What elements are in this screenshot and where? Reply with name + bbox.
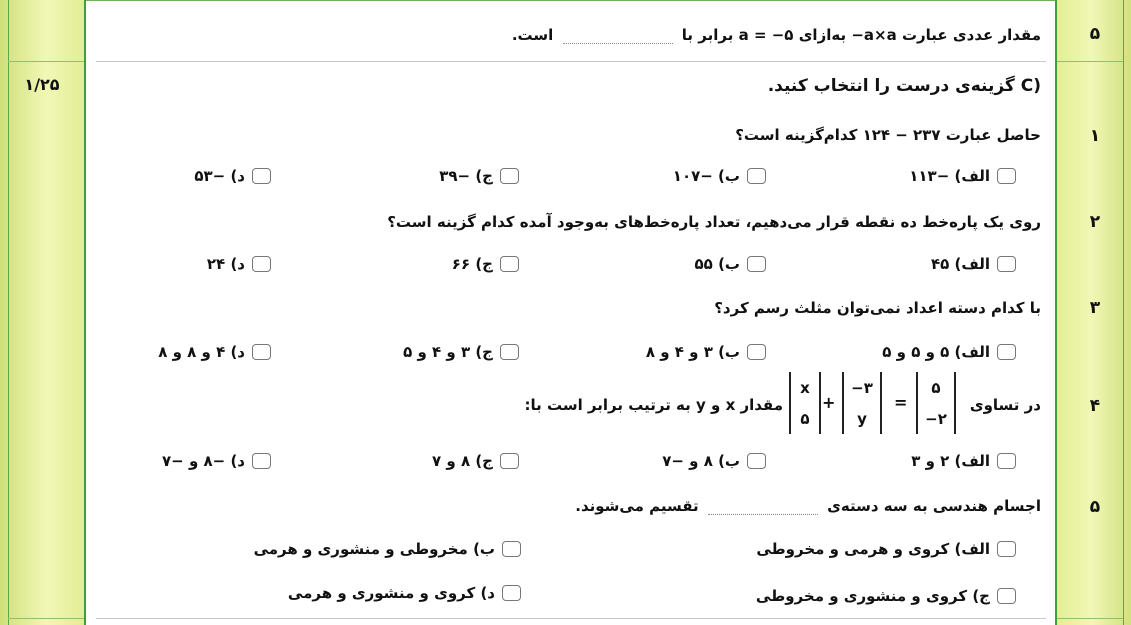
checkbox[interactable] — [997, 541, 1016, 557]
checkbox[interactable] — [997, 256, 1016, 272]
section-heading — [768, 76, 1041, 96]
option-label: د) −۵۳ — [194, 167, 245, 185]
checkbox[interactable] — [502, 541, 521, 557]
question-suffix: مقدار x و y به ترتیب برابر است با: — [524, 396, 783, 414]
top-rule — [86, 0, 1055, 1]
matrix-cell: y — [857, 409, 867, 428]
question-prefix: در تساوی — [969, 396, 1041, 414]
checkbox[interactable] — [252, 168, 271, 184]
bottom-rule — [96, 618, 1046, 619]
question-text-part: تقسیم می‌شوند. — [575, 497, 699, 515]
equals-sign: = — [894, 393, 908, 412]
option-b[interactable] — [673, 167, 766, 185]
option-a[interactable] — [882, 343, 1016, 361]
question-text-part: است. — [511, 26, 554, 44]
option-label: الف) −۱۱۳ — [909, 167, 990, 185]
question-text-part: مقدار عددی عبارت — [901, 26, 1041, 44]
option-label: ج) ۸ و ۷ — [432, 452, 493, 470]
option-c[interactable] — [452, 255, 519, 273]
matrix-cell: −۳ — [851, 378, 873, 397]
row-separator — [1057, 61, 1123, 62]
option-label: ب) ۸ و −۷ — [662, 452, 740, 470]
checkbox[interactable] — [500, 344, 519, 360]
section-title: گزینه‌ی درست را انتخاب کنید. — [767, 76, 1015, 96]
question-text — [575, 497, 1041, 515]
option-label: د) −۸ و −۷ — [162, 452, 245, 470]
checkbox[interactable] — [252, 344, 271, 360]
equation: a = −۵ — [738, 26, 794, 44]
option-label: ب) ۳ و ۴ و ۸ — [645, 343, 740, 361]
option-label: الف) ۴۵ — [930, 255, 990, 273]
option-label: ج) ۳ و ۴ و ۵ — [403, 343, 493, 361]
question-number: ۴ — [1089, 396, 1101, 416]
expression: −a×a — [851, 26, 897, 44]
option-d[interactable] — [288, 584, 521, 602]
option-label: ب) −۱۰۷ — [672, 167, 740, 185]
option-b[interactable] — [646, 343, 766, 361]
row-separator — [8, 618, 84, 619]
row-separator — [1057, 618, 1123, 619]
option-d[interactable] — [207, 255, 271, 273]
option-label: ج) ۶۶ — [451, 255, 493, 273]
option-c[interactable] — [439, 167, 519, 185]
option-label: الف) ۲ و ۳ — [911, 452, 990, 470]
checkbox[interactable] — [502, 585, 521, 601]
question-text-part: به‌ازای — [798, 26, 847, 44]
checkbox[interactable] — [500, 256, 519, 272]
option-c[interactable] — [432, 452, 519, 470]
option-a[interactable] — [909, 167, 1016, 185]
option-label: د) ۲۴ — [206, 255, 245, 273]
option-a[interactable] — [756, 540, 1016, 558]
question-text-part: برابر با — [681, 26, 734, 44]
option-label: الف) ۵ و ۵ و ۵ — [882, 343, 990, 361]
question-number: ۲ — [1089, 212, 1101, 232]
question-number: ۵ — [1089, 24, 1101, 44]
matrix-cell: x — [800, 378, 810, 397]
matrix-b — [842, 372, 882, 434]
checkbox[interactable] — [997, 344, 1016, 360]
option-label: ج) کروی و منشوری و مخروطی — [755, 587, 990, 605]
question-text: با کدام دسته اعداد نمی‌توان مثلث رسم کرد؟ — [714, 299, 1041, 317]
answer-blank[interactable] — [708, 514, 818, 515]
checkbox[interactable] — [997, 588, 1016, 604]
checkbox[interactable] — [747, 256, 766, 272]
option-label: ج) −۳۹ — [439, 167, 493, 185]
checkbox[interactable] — [252, 453, 271, 469]
question-text-part: اجسام هندسی به سه دسته‌ی — [827, 497, 1041, 515]
section-letter: C) — [1020, 76, 1041, 96]
question-number: ۵ — [1089, 497, 1101, 517]
option-label: د) کروی و منشوری و هرمی — [287, 584, 495, 602]
question-text: حاصل عبارت ۲۳۷ − ۱۲۴ کدام‌گزینه است؟ — [735, 126, 1041, 144]
option-a[interactable] — [911, 452, 1016, 470]
option-label: ب) ۵۵ — [694, 255, 740, 273]
matrix-cell: ۵ — [931, 378, 941, 397]
option-label: الف) کروی و هرمی و مخروطی — [756, 540, 990, 558]
option-d[interactable] — [194, 167, 271, 185]
question-number: ۱ — [1089, 126, 1101, 146]
plus-sign: + — [822, 393, 836, 412]
matrix-cell: −۲ — [925, 409, 947, 428]
option-c[interactable] — [403, 343, 519, 361]
option-a[interactable] — [931, 255, 1016, 273]
checkbox[interactable] — [252, 256, 271, 272]
checkbox[interactable] — [500, 168, 519, 184]
row-separator — [8, 61, 84, 62]
checkbox[interactable] — [997, 168, 1016, 184]
checkbox[interactable] — [747, 453, 766, 469]
matrix-c — [789, 372, 821, 434]
question-number: ۳ — [1089, 298, 1101, 318]
row-separator — [96, 61, 1046, 62]
question-text: روی یک پاره‌خط ده نقطه قرار می‌دهیم، تعداد پاره‌خط‌های به‌وجود آمده کدام گزینه است؟ — [387, 213, 1041, 231]
matrix-cell: ۵ — [800, 409, 810, 428]
option-c[interactable] — [756, 587, 1016, 605]
matrix-a — [916, 372, 956, 434]
option-d[interactable] — [158, 343, 271, 361]
option-d[interactable] — [162, 452, 271, 470]
score-value: ۱/۲۵ — [24, 75, 60, 94]
option-b[interactable] — [695, 255, 766, 273]
checkbox[interactable] — [747, 168, 766, 184]
checkbox[interactable] — [997, 453, 1016, 469]
option-label: ب) مخروطی و منشوری و هرمی — [253, 540, 495, 558]
answer-blank[interactable] — [563, 43, 673, 44]
option-b[interactable] — [254, 540, 521, 558]
checkbox[interactable] — [747, 344, 766, 360]
checkbox[interactable] — [500, 453, 519, 469]
option-b[interactable] — [662, 452, 766, 470]
option-label: د) ۴ و ۸ و ۸ — [158, 343, 245, 361]
question-text — [512, 26, 1041, 44]
